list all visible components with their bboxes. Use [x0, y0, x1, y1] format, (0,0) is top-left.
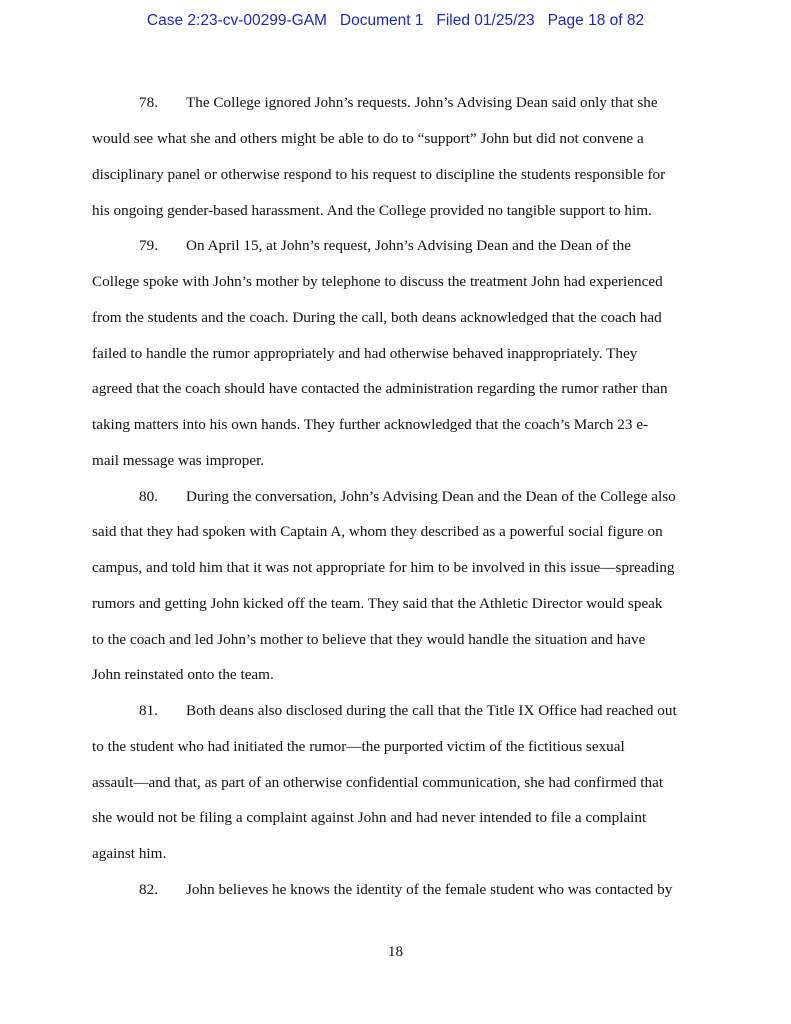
paragraph-78-line-2: would see what she and others might be able to do to “support” John but did not convene a: [92, 130, 644, 147]
paragraph-80-line-2: said that they had spoken with Captain A, whom they described as a powerful social figure on: [92, 523, 663, 540]
paragraph-79-line-2: College spoke with John’s mother by telephone to discuss the treatment John had experienced: [92, 273, 663, 290]
paragraph-81-line-2: to the student who had initiated the rumor—the purported victim of the fictitious sexual: [92, 738, 625, 755]
paragraph-text: John believes he knows the identity of the female student who was contacted by: [186, 881, 673, 898]
paragraph-79-line-5: agreed that the coach should have contacted the administration regarding the rumor rather than: [92, 380, 668, 397]
paragraph-79-line-6: taking matters into his own hands. They further acknowledged that the coach’s March 23 e-: [92, 416, 649, 433]
paragraph-80-line-1: [139, 487, 676, 507]
filed-date: Filed 01/25/23: [436, 12, 535, 29]
page-indicator: Page 18 of 82: [547, 12, 645, 29]
paragraph-text: Both deans also disclosed during the call that the Title IX Office had reached out: [186, 702, 677, 719]
paragraph-number: 80.: [139, 488, 158, 505]
paragraph-81-line-5: against him.: [92, 845, 167, 862]
paragraph-79-line-7: mail message was improper.: [92, 452, 265, 469]
paragraph-80-line-6: John reinstated onto the team.: [92, 666, 274, 683]
paragraph-number: 81.: [139, 702, 158, 719]
paragraph-80-line-4: rumors and getting John kicked off the team. They said that the Athletic Director would speak: [92, 595, 663, 612]
paragraph-80-line-5: to the coach and led John’s mother to believe that they would handle the situation and have: [92, 631, 646, 648]
paragraph-78-line-4: his ongoing gender-based harassment. And the College provided no tangible support to him.: [92, 202, 652, 219]
paragraph-number: 78.: [139, 94, 158, 111]
paragraph-79-line-3: from the students and the coach. During the call, both deans acknowledged that the coach had: [92, 309, 662, 326]
paragraph-78-line-3: disciplinary panel or otherwise respond to his request to discipline the students responsible for: [92, 166, 666, 183]
case-number: Case 2:23-cv-00299-GAM: [146, 12, 327, 29]
paragraph-81-line-3: assault—and that, as part of an otherwise confidential communication, she had confirmed that: [92, 774, 664, 791]
paragraph-text: On April 15, at John’s request, John’s Advising Dean and the Dean of the: [186, 237, 632, 254]
paragraph-78-line-1: [139, 93, 658, 113]
paragraph-text: During the conversation, John’s Advising Dean and the Dean of the College also: [186, 488, 676, 505]
document-number: Document 1: [339, 12, 424, 29]
case-header: [0, 12, 791, 30]
page-number: 18: [387, 943, 404, 960]
paragraph-79-line-1: [139, 236, 631, 256]
paragraph-81-line-4: she would not be filing a complaint against John and had never intended to file a complaint: [92, 809, 647, 826]
paragraph-81-line-1: [139, 701, 677, 721]
paragraph-82-line-1: [139, 880, 672, 900]
paragraph-79-line-4: failed to handle the rumor appropriately and had otherwise behaved inappropriately. They: [92, 345, 638, 362]
paragraph-number: 79.: [139, 237, 158, 254]
paragraph-number: 82.: [139, 881, 158, 898]
paragraph-80-line-3: campus, and told him that it was not appropriate for him to be involved in this issue—spreading: [92, 559, 675, 576]
paragraph-text: The College ignored John’s requests. John’s Advising Dean said only that she: [186, 94, 658, 111]
